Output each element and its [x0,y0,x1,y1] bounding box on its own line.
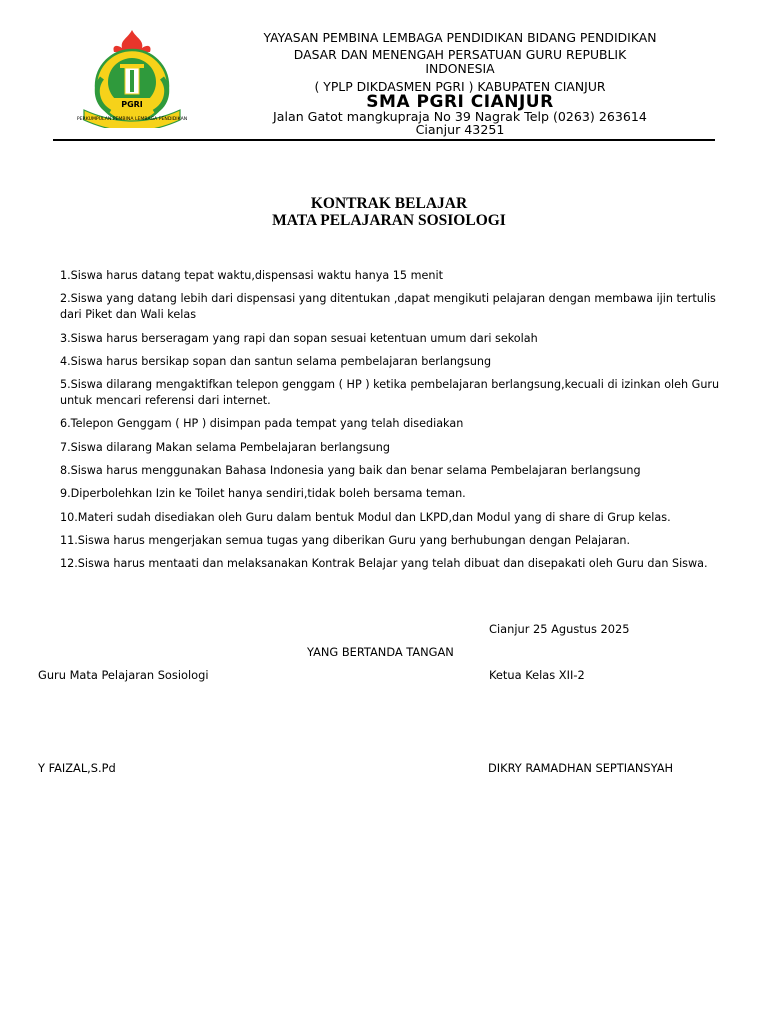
rule-item: 8.Siswa harus menggunakan Bahasa Indonesia yang baik dan benar selama Pembelajaran berlangsung [60,464,641,478]
rule-item: 3.Siswa harus berseragam yang rapi dan sopan sesuai ketentuan umum dari sekolah [60,331,538,345]
foundation-line-2: DASAR DAN MENENGAH PERSATUAN GURU REPUBLIK [293,47,627,62]
pgri-logo-icon [76,28,188,128]
rule-item: 6.Telepon Genggam ( HP ) disimpan pada tempat yang telah disediakan [60,417,464,431]
signed-label: YANG BERTANDA TANGAN [307,645,454,659]
foundation-line-3: INDONESIA [425,61,495,76]
class-leader-role: Ketua Kelas XII-2 [489,668,585,682]
address-line-2: Cianjur 43251 [415,122,505,137]
school-name: SMA PGRI CIANJUR [366,92,554,112]
rule-item: 5.Siswa dilarang mengaktifkan telepon genggam ( HP ) ketika pembelajaran berlangsung,kecuali di izinkan oleh Guru untuk mencari referensi dari internet. [60,378,720,408]
logo-ring-text: PERKUMPULAN PEMBINA LEMBAGA PENDIDIKAN [76,117,188,122]
document-subtitle: MATA PELAJARAN SOSIOLOGI [272,212,506,229]
rule-item: 9.Diperbolehkan Izin ke Toilet hanya sendiri,tidak boleh bersama teman. [60,487,466,501]
document-title: KONTRAK BELAJAR [310,195,468,212]
foundation-line-1: YAYASAN PEMBINA LEMBAGA PENDIDIKAN BIDANG PENDIDIKAN [263,30,657,45]
rules-list [60,268,740,580]
address-line-1: Jalan Gatot mangkupraja No 39 Nagrak Telp (0263) 263614 [273,109,647,124]
rule-item: 11.Siswa harus mengerjakan semua tugas yang diberikan Guru yang berhubungan dengan Pelajaran. [60,533,631,547]
teacher-role: Guru Mata Pelajaran Sosiologi [38,668,209,682]
teacher-name: Y FAIZAL,S.Pd [38,761,116,775]
rule-item: 4.Siswa harus bersikap sopan dan santun selama pembelajaran berlangsung [60,354,492,368]
class-leader-name: DIKRY RAMADHAN SEPTIANSYAH [488,761,674,775]
letterhead-divider [53,139,715,141]
place-date: Cianjur 25 Agustus 2025 [489,622,630,636]
rule-item: 10.Materi sudah disediakan oleh Guru dalam bentuk Modul dan LKPD,dan Modul yang di share di Grup kelas. [60,510,671,524]
rule-item: 7.Siswa dilarang Makan selama Pembelajaran berlangsung [60,440,390,454]
rule-item: 2.Siswa yang datang lebih dari dispensasi yang ditentukan ,dapat mengikuti pelajaran dengan membawa ijin tertulis dari Piket dan Wali kelas [60,292,716,322]
rule-item: 12.Siswa harus mentaati dan melaksanakan Kontrak Belajar yang telah dibuat dan disepakati oleh Guru dan Siswa. [60,557,708,571]
rule-item: 1.Siswa harus datang tepat waktu,dispensasi waktu hanya 15 menit [60,269,443,282]
foundation-line-4: ( YPLP DIKDASMEN PGRI ) KABUPATEN CIANJUR [314,79,606,94]
logo-pgri-text: PGRI [121,100,143,109]
